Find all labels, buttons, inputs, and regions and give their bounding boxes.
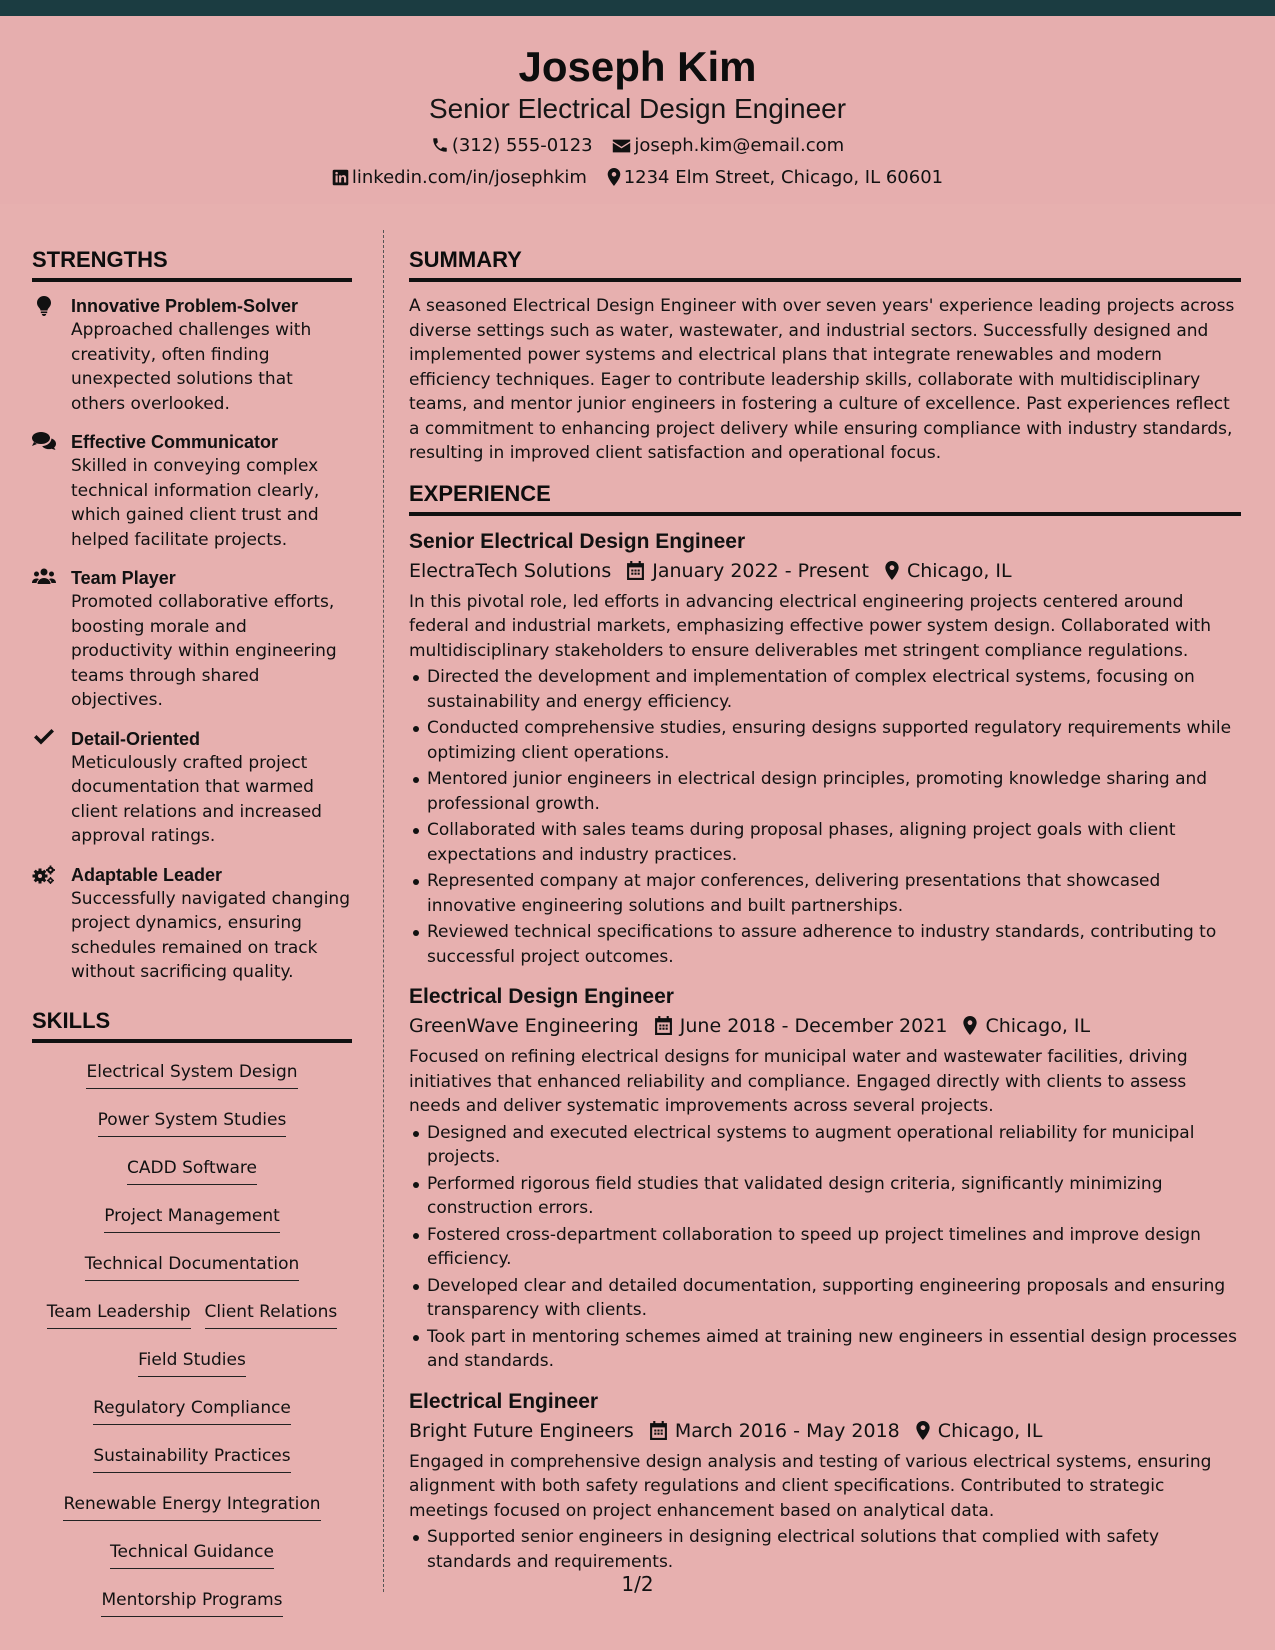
strengths-heading: STRENGTHS [32,246,352,282]
top-accent-bar [0,0,1275,16]
job-title: Electrical Design Engineer [409,985,674,1008]
company-name: ElectraTech Solutions [409,559,612,582]
calendar-icon [650,1421,667,1440]
map-marker-icon [963,1016,977,1035]
cogs-icon [32,865,56,885]
strength-title: Detail-Oriented [71,728,201,749]
job-bullet: Supported senior engineers in designing electrical solutions that complied with safety standards and requirements. [427,1525,1241,1574]
address-contact [607,166,943,190]
skill-tag: Electrical System Design [86,1060,297,1089]
phone-icon [431,136,449,154]
job-entry [409,528,1241,970]
skill-tag: Project Management [104,1204,280,1233]
phone-contact [431,134,593,158]
skill-tag: Mentorship Programs [101,1588,282,1617]
strength-desc: Skilled in conveying complex technical information clearly, which gained client trust and helped facilitate projects. [71,456,320,550]
lightbulb-icon [32,296,56,316]
job-meta [409,1418,1241,1444]
job-bullets [409,665,1241,969]
users-icon [32,568,56,588]
job-title: Senior Electrical Design Engineer [409,529,746,553]
job-title: Electrical Engineer [409,1389,599,1413]
job-description: Focused on refining electrical designs for municipal water and wastewater facilities, driving initiatives that enhanced reliability and compliance. Engaged directly with clients to assess needs and deliver systematic improvements across several projects. [409,1047,1188,1116]
strength-item [32,566,352,713]
company-name: Bright Future Engineers [409,1419,634,1442]
left-column [32,246,352,1631]
map-marker-icon [885,561,899,580]
job-bullet: Conducted comprehensive studies, ensuring designs supported regulatory requirements while optimizing client operations. [427,716,1241,765]
candidate-title: Senior Electrical Design Engineer [428,93,847,124]
skills-heading: SKILLS [32,1007,352,1043]
strength-desc: Promoted collaborative efforts, boosting morale and productivity within engineering teams through shared objectives. [71,592,337,710]
page-number: 1/2 [621,1572,654,1596]
skill-tag: Technical Documentation [85,1252,300,1281]
job-bullet: Reviewed technical specifications to assure adherence to industry standards, contributing to successful project outcomes. [427,920,1241,969]
email-text: joseph.kim@email.com [634,135,845,156]
job-bullet: Took part in mentoring schemes aimed at training new engineers in essential design processes and standards. [427,1325,1241,1374]
skill-tag: CADD Software [127,1156,257,1185]
skill-tag: Team Leadership [47,1300,191,1329]
strength-item [32,430,352,552]
address-text: 1234 Elm Street, Chicago, IL 60601 [623,167,944,188]
job-meta [409,558,1241,584]
right-column [409,246,1241,1588]
comments-icon [32,432,56,452]
company-name: GreenWave Engineering [409,1015,639,1037]
job-location: Chicago, IL [937,1419,1043,1442]
phone-text: (312) 555-0123 [451,135,593,156]
skill-tag: Technical Guidance [110,1540,274,1569]
strength-desc: Meticulously crafted project documentation that warmed client relations and increased approval ratings. [71,752,322,846]
candidate-name: Joseph Kim [518,43,757,90]
strength-title: Effective Communicator [71,432,279,452]
calendar-icon [627,561,644,580]
linkedin-text: linkedin.com/in/josephkim [351,167,587,188]
skill-tag: Sustainability Practices [93,1444,290,1473]
email-contact[interactable] [612,134,844,158]
strength-desc: Approached challenges with creativity, often finding unexpected solutions that others overlooked. [71,320,312,414]
job-bullet: Fostered cross-department collaboration to speed up project timelines and improve design efficiency. [427,1223,1241,1272]
job-bullets [409,1525,1241,1574]
contact-row-2 [0,166,1275,190]
strength-desc: Successfully navigated changing project dynamics, ensuring schedules remained on track without sacrificing quality. [71,888,350,982]
job-bullet: Developed clear and detailed documentation, supporting engineering proposals and ensuring transparency with clients. [427,1274,1241,1323]
strength-item [32,294,352,416]
summary-heading: SUMMARY [409,246,1241,282]
job-location: Chicago, IL [906,559,1012,582]
job-dates: January 2022 - Present [652,559,869,582]
column-divider [383,230,384,1592]
strength-title: Innovative Problem-Solver [71,296,299,316]
job-entry [409,1388,1241,1575]
job-bullet: Mentored junior engineers in electrical design principles, promoting knowledge sharing and professional growth. [427,767,1241,816]
skill-tag: Client Relations [205,1300,338,1329]
skill-tag: Renewable Energy Integration [63,1492,320,1521]
job-dates: March 2016 - May 2018 [674,1419,900,1442]
job-bullet: Directed the development and implementation of complex electrical systems, focusing on sustainability and energy efficiency. [427,665,1241,714]
job-bullets [409,1121,1241,1374]
job-bullet: Collaborated with sales teams during proposal phases, aligning project goals with client expectations and industry practices. [427,818,1241,867]
job-bullet: Designed and executed electrical systems to augment operational reliability for municipal projects. [427,1121,1241,1170]
calendar-icon [655,1016,672,1035]
job-description: Engaged in comprehensive design analysis and testing of various electrical systems, ensuring alignment with both safety regulations and client specifications. Contributed to strategic meetings focused on project enhancement based on analytical data. [409,1451,1212,1521]
strength-title: Adaptable Leader [71,864,223,885]
skills-list [32,1055,352,1631]
job-dates: June 2018 - December 2021 [679,1015,948,1037]
job-description: In this pivotal role, led efforts in advancing electrical engineering projects centered around federal and industrial markets, emphasizing effective power system design. Collaborated with multidisciplinary stakeholders to ensure deliverables met stringent compliance regulations. [409,591,1212,661]
strength-title: Team Player [71,568,176,588]
map-marker-icon [916,1421,930,1440]
strength-item [32,863,352,985]
envelope-icon [612,138,631,154]
strength-item [32,727,352,849]
skill-tag: Power System Studies [98,1108,287,1137]
check-icon [32,729,56,749]
experience-heading: EXPERIENCE [409,480,1241,516]
job-bullet: Performed rigorous field studies that validated design criteria, significantly minimizing construction errors. [427,1172,1241,1221]
job-entry [409,983,1241,1374]
linkedin-icon [332,169,349,186]
job-bullet: Represented company at major conferences, delivering presentations that showcased innovative engineering solutions and built partnerships. [427,869,1241,918]
linkedin-contact[interactable] [332,166,587,190]
resume-header [0,16,1275,204]
skill-tag: Field Studies [138,1348,246,1377]
job-location: Chicago, IL [985,1015,1091,1037]
map-marker-icon [607,168,621,186]
summary-text: A seasoned Electrical Design Engineer with over seven years' experience leading projects across diverse settings such as water, wastewater, and industrial sectors. Successfully designed and implemented power systems and electrical plans that integrate renewables and modern efficiency techniques. Eager to contribute leadership skills, collaborate with multidisciplinary teams, and mentor junior engineers in fostering a culture of excellence. Past experiences reflect a commitment to enhancing project delivery while ensuring compliance with industry standards, resulting in improved client satisfaction and operational focus. [409,296,1235,463]
job-meta [409,1013,1241,1039]
contact-row [0,134,1275,158]
skill-tag: Regulatory Compliance [93,1396,291,1425]
